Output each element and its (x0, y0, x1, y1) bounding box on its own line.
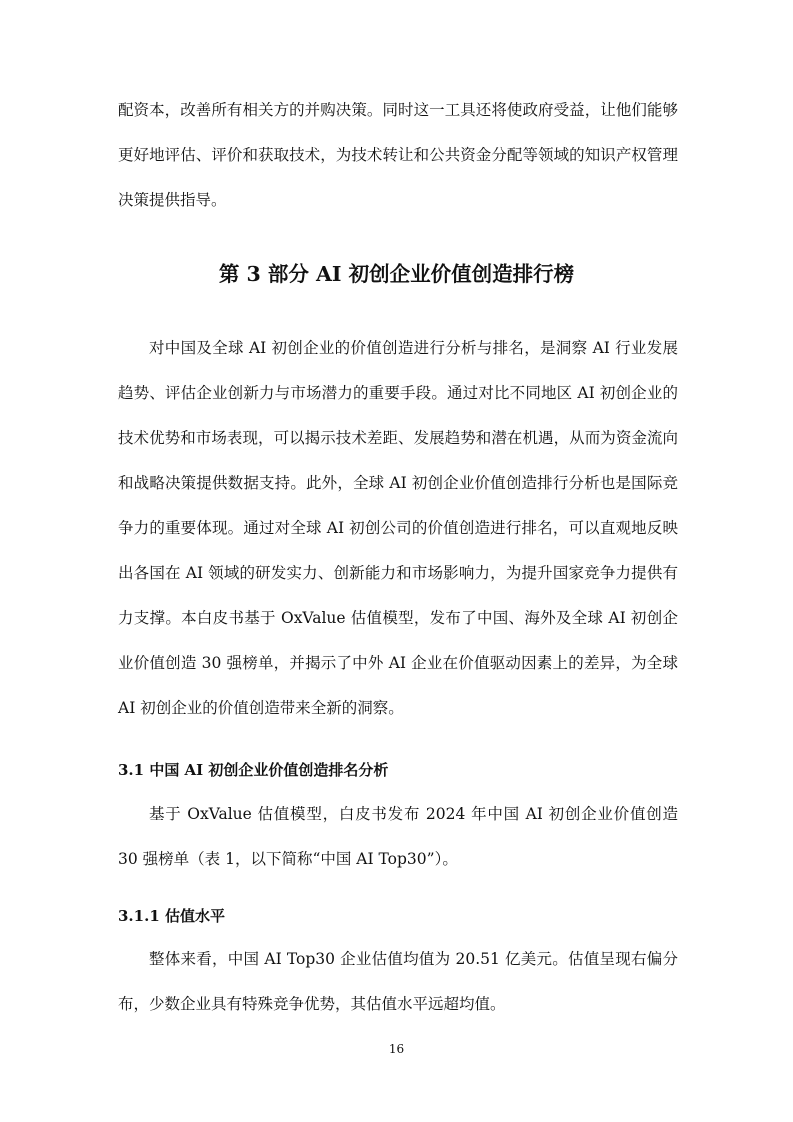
section-3-1-1-paragraph: 整体来看，中国 AI Top30 企业估值均值为 20.51 亿美元。估值呈现右偏分布，少数企业具有特殊竞争优势，其估值水平远超均值。 (118, 950, 678, 1013)
part-paragraph: 对中国及全球 AI 初创企业的价值创造进行分析与排名，是洞察 AI 行业发展趋势、评估企业创新力与市场潜力的重要手段。通过对比不同地区 AI 初创企业的技术优势和市场表现，可以揭示技术差距、发展趋势和潜在机遇，从而为资金流向和战略决策提供数据支持。此外，全球 AI 初创企业价值创造排行分析也是国际竞争力的重要体现。通过对全球 AI 初创公司的价值创造进行排名，可以直观地反映出各国在 AI 领域的研发实力、创新能力和市场影响力，为提升国家竞争力提供有力支撑。本白皮书基于 OxValue 估值模型，发布了中国、海外及全球 AI 初创企业价值创造 30 强榜单，并揭示了中外 AI 企业在价值驱动因素上的差异，为全球 AI 初创企业的价值创造带来全新的洞察。 (118, 339, 678, 717)
page-number: 16 (388, 1042, 405, 1056)
part-title: 第 3 部分 AI 初创企业价值创造排行榜 (218, 262, 575, 286)
section-3-1-heading: 3.1 中国 AI 初创企业价值创造排名分析 (118, 761, 389, 779)
section-3-1-1-heading: 3.1.1 估值水平 (118, 907, 225, 925)
intro-paragraph: 配资本，改善所有相关方的并购决策。同时这一工具还将使政府受益，让他们能够更好地评估、评价和获取技术，为技术转让和公共资金分配等领域的知识产权管理决策提供指导。 (118, 101, 678, 209)
section-3-1-paragraph: 基于 OxValue 估值模型，白皮书发布 2024 年中国 AI 初创企业价值创造 30 强榜单（表 1，以下简称“中国 AI Top30”）。 (118, 805, 678, 868)
